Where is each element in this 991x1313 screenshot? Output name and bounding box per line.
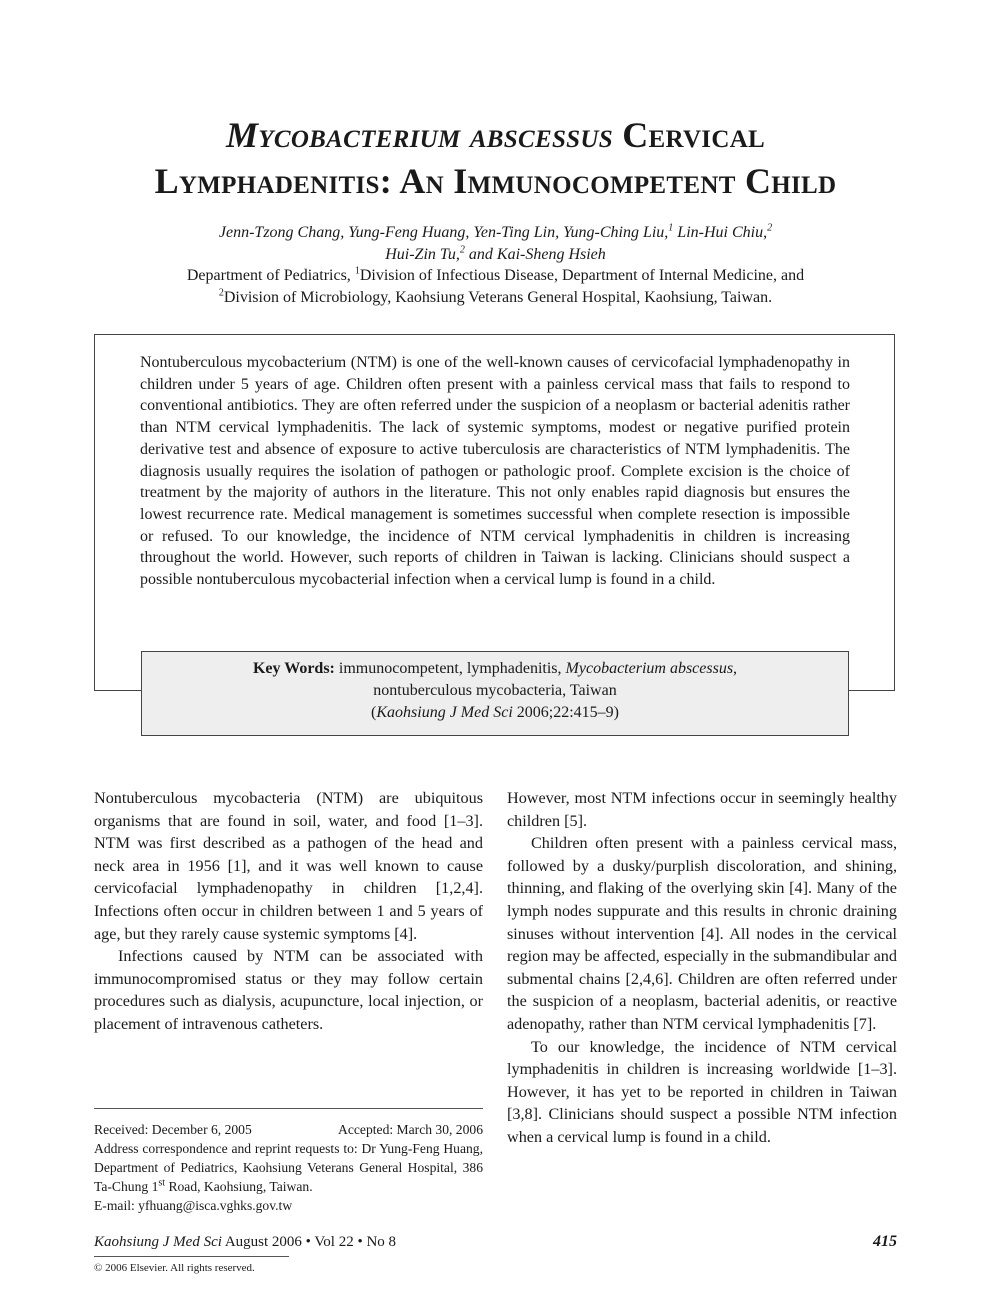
keywords-line-2: nontuberculous mycobacteria, Taiwan xyxy=(373,682,617,699)
title-line2: Lymphadenitis: An Immunocompetent Child xyxy=(154,161,837,201)
copyright-notice: © 2006 Elsevier. All rights reserved. xyxy=(94,1262,255,1274)
footnote-dates xyxy=(94,1120,483,1139)
page-footer xyxy=(94,1233,897,1251)
paragraph: However, most NTM infections occur in seemingly healthy children [5]. xyxy=(507,789,897,830)
citation-rest: 2006;22:415–9) xyxy=(512,704,619,721)
keywords-label: Key Words: xyxy=(252,660,335,677)
affiliation-part-3: Division of Microbiology, Kaohsiung Veterans General Hospital, Kaohsiung, Taiwan. xyxy=(223,289,773,306)
correspondence-email: E-mail: yfhuang@isca.vghks.gov.tw xyxy=(94,1198,293,1213)
body-column-right xyxy=(507,787,897,1149)
paragraph: Nontuberculous mycobacteria (NTM) are ubiquitous organisms that are found in soil, water, and food [1–3]. NTM was first described as a pathogen of the head and neck area in 1956 [1], and it was well known to cause cervicofacial lymphadenopathy in children [1,2,4]. Infections often occur in children between 1 and 5 years of age, but they rarely cause systemic symptoms [4]. xyxy=(94,789,483,943)
keywords-part-1: immunocompetent, lymphadenitis, xyxy=(334,660,566,677)
affiliation-part-2: Division of Infectious Disease, Department of Internal Medicine, and xyxy=(359,267,805,284)
affiliation-sup: 1 xyxy=(354,265,360,277)
paragraph: To our knowledge, the incidence of NTM cervical lymphadenitis in children is increasing worldwide [1–3]. However, it has yet to be reported in children in Taiwan [3,8]. Clinicians should suspect a possible NTM infection when a cervical lump is found in a child. xyxy=(507,1037,897,1146)
author-sup: 2 xyxy=(767,222,773,234)
received-date: Received: December 6, 2005 xyxy=(94,1122,252,1137)
affiliation-sup: 2 xyxy=(218,287,224,299)
authors-part-4: and Kai-Sheng Hsieh xyxy=(464,246,606,263)
correspondence-footnote xyxy=(94,1120,483,1215)
keywords-italic: Mycobacterium abscessus xyxy=(565,660,734,677)
journal-name: Kaohsiung J Med Sci xyxy=(94,1234,222,1250)
title-line1-rest: Cervical xyxy=(612,115,766,155)
authors-part-2: Lin-Hui Chiu, xyxy=(673,224,768,241)
citation-open: ( xyxy=(371,704,377,721)
paragraph: Infections caused by NTM can be associated with immunocompromised status or they may follow certain procedures such as dialysis, acupuncture, local injection, or placement of intravenous catheters. xyxy=(94,947,483,1033)
keywords-part-2: , xyxy=(733,660,738,677)
page-number: 415 xyxy=(873,1233,897,1250)
body-column-left xyxy=(94,787,483,1036)
affiliations xyxy=(80,265,911,309)
address-part-2: Road, Kaohsiung, Taiwan. xyxy=(165,1179,313,1194)
address-sup: st xyxy=(158,1177,166,1189)
paragraph: Children often present with a painless cervical mass, followed by a dusky/purplish discoloration, and shining, thinning, and flaking of the overlying skin [4]. Many of the lymph nodes suppurate and this results in chronic draining sinuses without intervention [4]. All nodes in the cervical region may be affected, especially in the submandibular and submental chains [2,4,6]. Children are often referred under the suspicion of a neoplasm, bacterial adenitis, or reactive adenopathy, rather than NTM cervical lymphadenitis [7]. xyxy=(507,834,897,1033)
journal-issue: August 2006 • Vol 22 • No 8 xyxy=(221,1234,397,1250)
article-title xyxy=(60,112,931,204)
author-sup: 1 xyxy=(668,222,674,234)
address-part-1: Address correspondence and reprint requests to: Dr Yung-Feng Huang, Department of Pediatrics, Kaohsiung Veterans General Hospital, 386 Ta-Chung 1 xyxy=(94,1141,483,1194)
citation-journal: Kaohsiung J Med Sci xyxy=(376,704,513,721)
correspondence-address xyxy=(94,1139,483,1196)
authors-part-1: Jenn-Tzong Chang, Yung-Feng Huang, Yen-Ting Lin, Yung-Ching Liu, xyxy=(218,224,669,241)
author-list xyxy=(80,222,911,266)
keywords-box xyxy=(141,651,849,736)
authors-part-3: Hui-Zin Tu, xyxy=(385,246,460,263)
footnote-divider xyxy=(94,1108,483,1109)
copyright-divider xyxy=(94,1256,289,1257)
journal-citation xyxy=(94,1234,396,1251)
author-sup: 2 xyxy=(459,244,465,256)
abstract-text: Nontuberculous mycobacterium (NTM) is one of the well-known causes of cervicofacial lymphadenopathy in children under 5 years of age. Children often present with a painless cervical mass that fails to respond to conventional antibiotics. They are often referred under the suspicion of a neoplasm or bacterial adenitis rather than NTM cervical lymphadenitis. The lack of systemic symptoms, modest or negative purified protein derivative test and absence of exposure to active tuberculosis are characteristics of NTM lymphadenitis. The diagnosis usually requires the isolation of pathogen or pathologic proof. Complete excision is the choice of treatment by the majority of authors in the literature. This not only enables rapid diagnosis but ensures the lowest recurrence rate. Medical management is sometimes successful when complete resection is impossible or refused. To our knowledge, the incidence of NTM cervical lymphadenitis in children is increasing throughout the world. However, such reports of children in Taiwan is lacking. Clinicians should suspect a possible nontuberculous mycobacterial infection when a cervical lump is found in a child. xyxy=(140,354,850,589)
accepted-date: Accepted: March 30, 2006 xyxy=(338,1122,483,1137)
affiliation-part-1: Department of Pediatrics, xyxy=(186,267,355,284)
title-italic-part: Mycobacterium abscessus xyxy=(225,115,613,155)
